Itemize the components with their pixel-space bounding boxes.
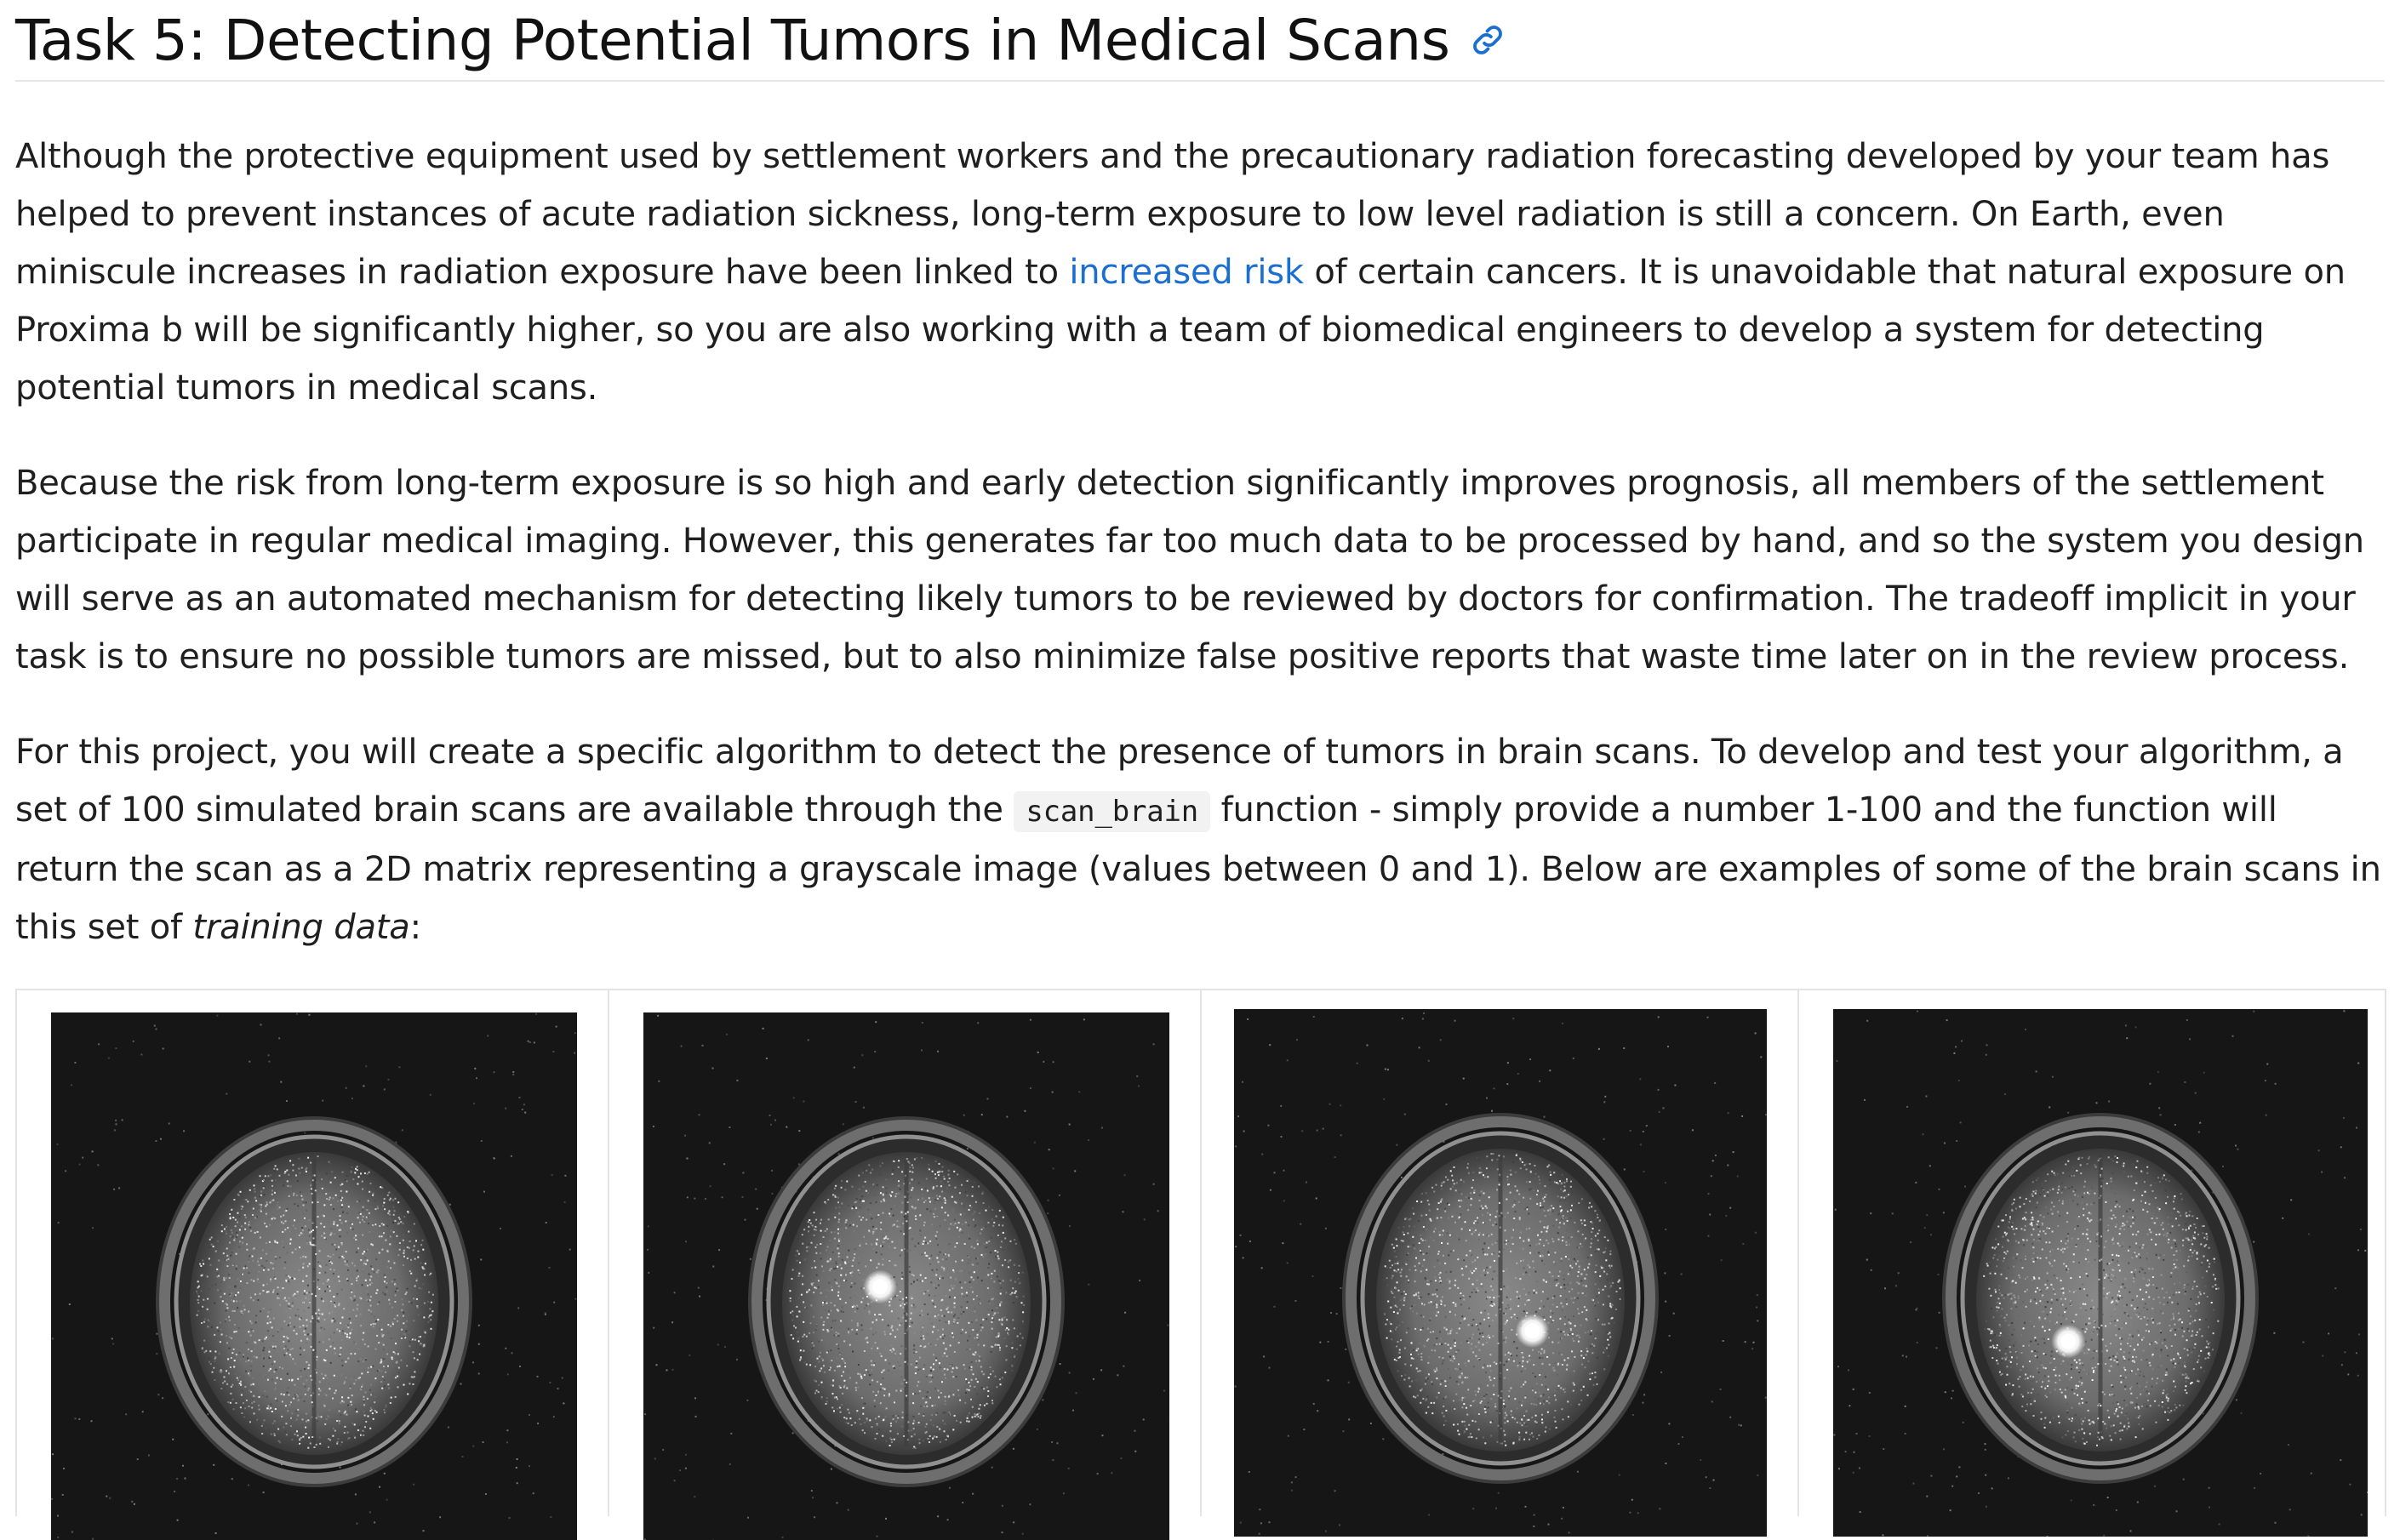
context-paragraph: Because the risk from long-term exposure is so high and early detection significantly improves prognosis, all members of the settlement participate in regular medical imaging. However, this generates far too much data to be processed by hand, and so the system you design will serve as an automated mechanism for detecting likely tumors to be reviewed by doctors for confirmation. The tradeoff implicit in your task is to ensure no possible tumors are missed, but to also minimize false positive reports that waste time later on in the review process. — [15, 454, 2385, 686]
page-title: Task 5: Detecting Potential Tumors in Medical Scans — [15, 8, 1449, 73]
paragraph-text: : — [410, 908, 421, 947]
intro-paragraph — [15, 128, 2385, 417]
brain-scan-image — [51, 1012, 577, 1540]
paragraph-text: function - simply provide a number 1-100 and the function will return the scan as a 2D matrix representing a grayscale image (values between 0 and 1). Below are examples of some of the brain scans in this set of — [15, 790, 2381, 947]
brain-scan-image — [643, 1012, 1169, 1540]
link-icon[interactable] — [1468, 20, 1507, 60]
page — [15, 0, 2385, 956]
project-paragraph — [15, 723, 2385, 956]
paragraph-text: For this project, you will create a specific algorithm to detect the presence of tumors in brain scans. To develop and test your algorithm, a set of 100 simulated brain scans are available through the — [15, 733, 2343, 830]
section-heading — [15, 0, 2385, 82]
scan-cell — [609, 990, 1202, 1516]
training-data-emphasis: training data — [192, 908, 409, 947]
scan-brain-code: scan_brain — [1014, 791, 1210, 832]
scan-cell — [1799, 990, 2385, 1516]
increased-risk-link[interactable]: increased risk — [1069, 253, 1303, 292]
brain-scan-image — [1234, 1009, 1767, 1537]
paragraph-text: of certain cancers. It is unavoidable that natural exposure on Proxima b will be significantly higher, so you are also working with a team of biomedical engineers to develop a system for detecting potential tumors in medical scans. — [15, 253, 2346, 408]
brain-scan-image — [1833, 1009, 2368, 1537]
paragraph-text: Although the protective equipment used by settlement workers and the precautionary radiation forecasting developed by your team has helped to prevent instances of acute radiation sickness, long-term exposure to low level radiation is still a concern. On Earth, even miniscule increases in radiation exposure have been linked to — [15, 137, 2329, 292]
scan-gallery — [15, 989, 2386, 1516]
scan-cell — [17, 990, 609, 1516]
scan-cell — [1202, 990, 1799, 1516]
